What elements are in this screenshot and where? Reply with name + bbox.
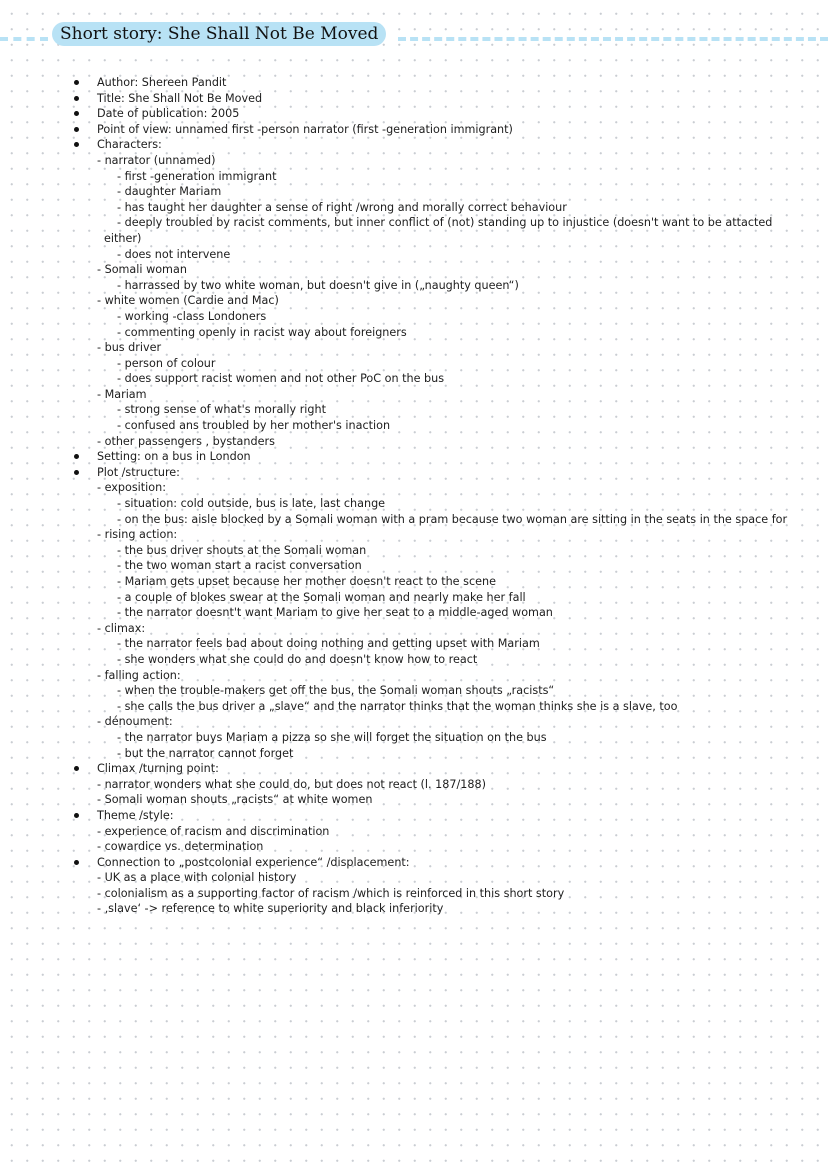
- list-item: [0, 512, 828, 528]
- list-item: [0, 699, 828, 715]
- bullet-item: [0, 761, 828, 777]
- list-item-text: - experience of racism and discrimination: [97, 824, 330, 838]
- list-item: [0, 262, 828, 278]
- list-item-text: - the narrator feels bad about doing nothing and getting upset with Mariam: [117, 637, 540, 651]
- list-item: [0, 340, 828, 356]
- list-item-text: - narrator (unnamed): [97, 153, 216, 167]
- list-item-text: - Somali woman shouts „racists“ at white women: [97, 793, 373, 807]
- list-item: [0, 886, 828, 902]
- list-item: [0, 371, 828, 387]
- list-item-text: Theme /style:: [97, 808, 174, 822]
- list-item: [0, 558, 828, 574]
- bullet-dot-icon: [74, 111, 79, 116]
- list-item: [0, 824, 828, 840]
- list-item-text: Setting: on a bus in London: [97, 450, 251, 464]
- list-item: [0, 621, 828, 637]
- list-item: [0, 901, 828, 917]
- list-item: [0, 636, 828, 652]
- list-item-text: Connection to „postcolonial experience“ /displacement:: [97, 855, 410, 869]
- bullet-dot-icon: [74, 142, 79, 147]
- list-item: [0, 402, 828, 418]
- list-item: [0, 683, 828, 699]
- list-item-text: - the narrator doesnt't want Mariam to give her seat to a middle-aged woman: [117, 606, 553, 620]
- list-item-text: Characters:: [97, 138, 162, 152]
- list-item-text: - has taught her daughter a sense of right /wrong and morally correct behaviour: [117, 200, 567, 214]
- list-item: [0, 434, 828, 450]
- list-item: [0, 231, 828, 247]
- bullet-item: [0, 449, 828, 465]
- list-item-text: - Mariam: [97, 387, 147, 401]
- list-item-text: - the two woman start a racist conversation: [117, 559, 362, 573]
- list-item: [0, 870, 828, 886]
- list-item-text: - bus driver: [97, 341, 162, 355]
- list-item: [0, 496, 828, 512]
- bullet-dot-icon: [74, 470, 79, 475]
- list-item-text: - the bus driver shouts at the Somali woman: [117, 543, 367, 557]
- list-item-text: - strong sense of what's morally right: [117, 403, 326, 417]
- list-item-text: - when the trouble-makers get off the bus, the Somali woman shouts „racists“: [117, 684, 555, 698]
- list-item-text: - other passengers , bystanders: [97, 434, 275, 448]
- list-item-text: Plot /structure:: [97, 465, 180, 479]
- list-item-text: Climax /turning point:: [97, 762, 219, 776]
- list-item-text: - does not intervene: [117, 247, 231, 261]
- bullet-dot-icon: [74, 127, 79, 132]
- list-item: [0, 325, 828, 341]
- list-item: [0, 746, 828, 762]
- list-item: [0, 247, 828, 263]
- list-item: [0, 574, 828, 590]
- list-item: [0, 730, 828, 746]
- list-item-text: - she calls the bus driver a „slave“ and the narrator thinks that the woman thinks she is a slave, too: [117, 699, 678, 713]
- list-item: [0, 184, 828, 200]
- bullet-dot-icon: [74, 813, 79, 818]
- list-item-text: - does support racist women and not other PoC on the bus: [117, 372, 445, 386]
- list-item-text: - climax:: [97, 621, 146, 635]
- list-item-text: - cowardice vs. determination: [97, 840, 264, 854]
- list-item: [0, 309, 828, 325]
- list-item-text: - first -generation immigrant: [117, 169, 277, 183]
- bullet-item: [0, 106, 828, 122]
- list-item: [0, 668, 828, 684]
- list-item-text: - situation: cold outside, bus is late, last change: [117, 497, 386, 511]
- list-item-text: - narrator wonders what she could do, but does not react (l. 187/188): [97, 777, 486, 791]
- list-item-text: - but the narrator cannot forget: [117, 746, 294, 760]
- list-item-text: Date of publication: 2005: [97, 107, 240, 121]
- list-item: [0, 200, 828, 216]
- list-item-text: - UK as a place with colonial history: [97, 871, 297, 885]
- list-item-text: - a couple of blokes swear at the Somali woman and nearly make her fall: [117, 590, 526, 604]
- list-item-text: - exposition:: [97, 481, 166, 495]
- list-item: [0, 387, 828, 403]
- list-item: [0, 215, 828, 231]
- list-item: [0, 278, 828, 294]
- bullet-dot-icon: [74, 96, 79, 101]
- list-item-text: - rising action:: [97, 528, 178, 542]
- list-item-text: - Somali woman: [97, 263, 187, 277]
- list-item-text: - she wonders what she could do and doesn't know how to react: [117, 652, 478, 666]
- bullet-dot-icon: [74, 860, 79, 865]
- title-rule-left: [0, 37, 48, 41]
- list-item-text: - ‚slave‘ -> reference to white superiority and black inferiority: [97, 902, 444, 916]
- notes-list: [0, 75, 828, 917]
- list-item-text: - commenting openly in racist way about foreigners: [117, 325, 407, 339]
- list-item: [0, 777, 828, 793]
- list-item-text: Point of view: unnamed first -person narrator (first -generation immigrant): [97, 122, 513, 136]
- list-item: [0, 714, 828, 730]
- bullet-item: [0, 808, 828, 824]
- bullet-dot-icon: [74, 454, 79, 459]
- list-item-text: - daughter Mariam: [117, 185, 222, 199]
- bullet-item: [0, 75, 828, 91]
- bullet-item: [0, 91, 828, 107]
- list-item: [0, 293, 828, 309]
- list-item-text: - on the bus: aisle blocked by a Somali woman with a pram because two woman are sitting in the seats in the space for: [117, 512, 788, 526]
- title-bar: [0, 18, 828, 48]
- list-item-text: Title: She Shall Not Be Moved: [97, 91, 263, 105]
- list-item-text: - dénoument:: [97, 715, 173, 729]
- list-item: [0, 652, 828, 668]
- list-item: [0, 839, 828, 855]
- list-item: [0, 356, 828, 372]
- page-title: Short story: She Shall Not Be Moved: [52, 22, 386, 46]
- list-item-text: either): [104, 231, 142, 245]
- bullet-item: [0, 855, 828, 871]
- list-item-text: - falling action:: [97, 668, 181, 682]
- list-item-text: - colonialism as a supporting factor of racism /which is reinforced in this short story: [97, 886, 565, 900]
- list-item-text: - working -class Londoners: [117, 309, 267, 323]
- bullet-item: [0, 137, 828, 153]
- bullet-item: [0, 122, 828, 138]
- list-item-text: - the narrator buys Mariam a pizza so she will forget the situation on the bus: [117, 730, 547, 744]
- bullet-dot-icon: [74, 766, 79, 771]
- list-item-text: - Mariam gets upset because her mother doesn't react to the scene: [117, 575, 496, 588]
- list-item: [0, 480, 828, 496]
- list-item: [0, 169, 828, 185]
- list-item-text: - white women (Cardie and Mac): [97, 294, 279, 308]
- list-item-text: Author: Shereen Pandit: [97, 76, 227, 89]
- list-item: [0, 543, 828, 559]
- list-item: [0, 590, 828, 606]
- bullet-item: [0, 465, 828, 481]
- list-item-text: - person of colour: [117, 356, 216, 370]
- list-item-text: - harrassed by two white woman, but doesn't give in („naughty queen“): [117, 278, 519, 292]
- list-item-text: - deeply troubled by racist comments, but inner conflict of (not) standing up to injustice (doesn't want to be attacted: [117, 216, 773, 230]
- list-item: [0, 792, 828, 808]
- title-rule-right: [398, 37, 828, 41]
- list-item: [0, 605, 828, 621]
- list-item-text: - confused ans troubled by her mother's inaction: [117, 419, 391, 433]
- list-item: [0, 527, 828, 543]
- list-item: [0, 418, 828, 434]
- list-item: [0, 153, 828, 169]
- bullet-dot-icon: [74, 80, 79, 85]
